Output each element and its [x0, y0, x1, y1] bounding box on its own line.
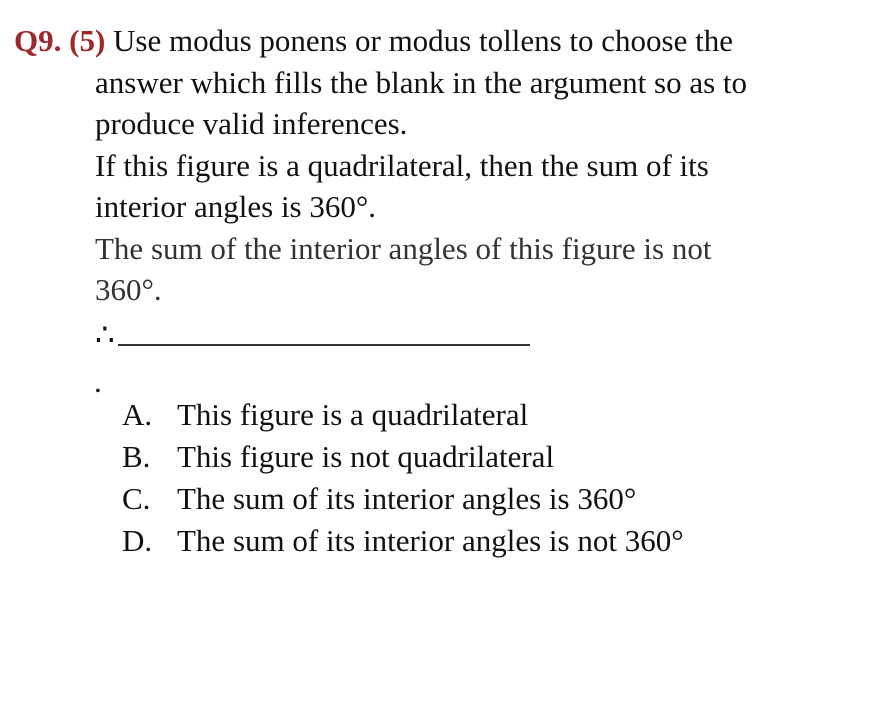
answer-blank — [118, 344, 530, 346]
question-header-line — [14, 20, 864, 62]
question-prompt-line-2: answer which fills the blank in the argument so as to — [95, 64, 748, 100]
option-a[interactable] — [122, 394, 684, 436]
option-letter: D. — [122, 523, 153, 558]
question-number: Q9. — [14, 23, 62, 58]
question-prompt-line-1: Use modus ponens or modus tollens to choose the — [113, 23, 733, 58]
option-letter: C. — [122, 481, 151, 516]
question-block — [14, 20, 864, 311]
question-points: (5) — [69, 23, 106, 58]
option-text: The sum of its interior angles is not 360° — [177, 523, 684, 558]
option-text: This figure is a quadrilateral — [177, 397, 529, 432]
stray-mark: . — [94, 364, 102, 399]
premise-1-line-1: If this figure is a quadrilateral, then the sum of its — [95, 147, 709, 183]
premise-1-line-2: interior angles is 360°. — [95, 189, 377, 224]
therefore-symbol: ∴ — [95, 317, 115, 352]
option-b[interactable] — [122, 436, 684, 478]
premise-2-line-1: The sum of the interior angles of this figure is not — [95, 230, 712, 266]
option-d[interactable] — [122, 520, 684, 562]
option-text: This figure is not quadrilateral — [177, 439, 555, 474]
option-letter: A. — [122, 397, 153, 432]
option-letter: B. — [122, 439, 151, 474]
option-text: The sum of its interior angles is 360° — [177, 481, 637, 516]
conclusion-row — [95, 314, 115, 355]
question-prompt-line-3: produce valid inferences. — [95, 106, 408, 141]
premise-2-line-2: 360°. — [95, 272, 162, 307]
option-c[interactable] — [122, 478, 684, 520]
answer-options — [122, 394, 684, 562]
